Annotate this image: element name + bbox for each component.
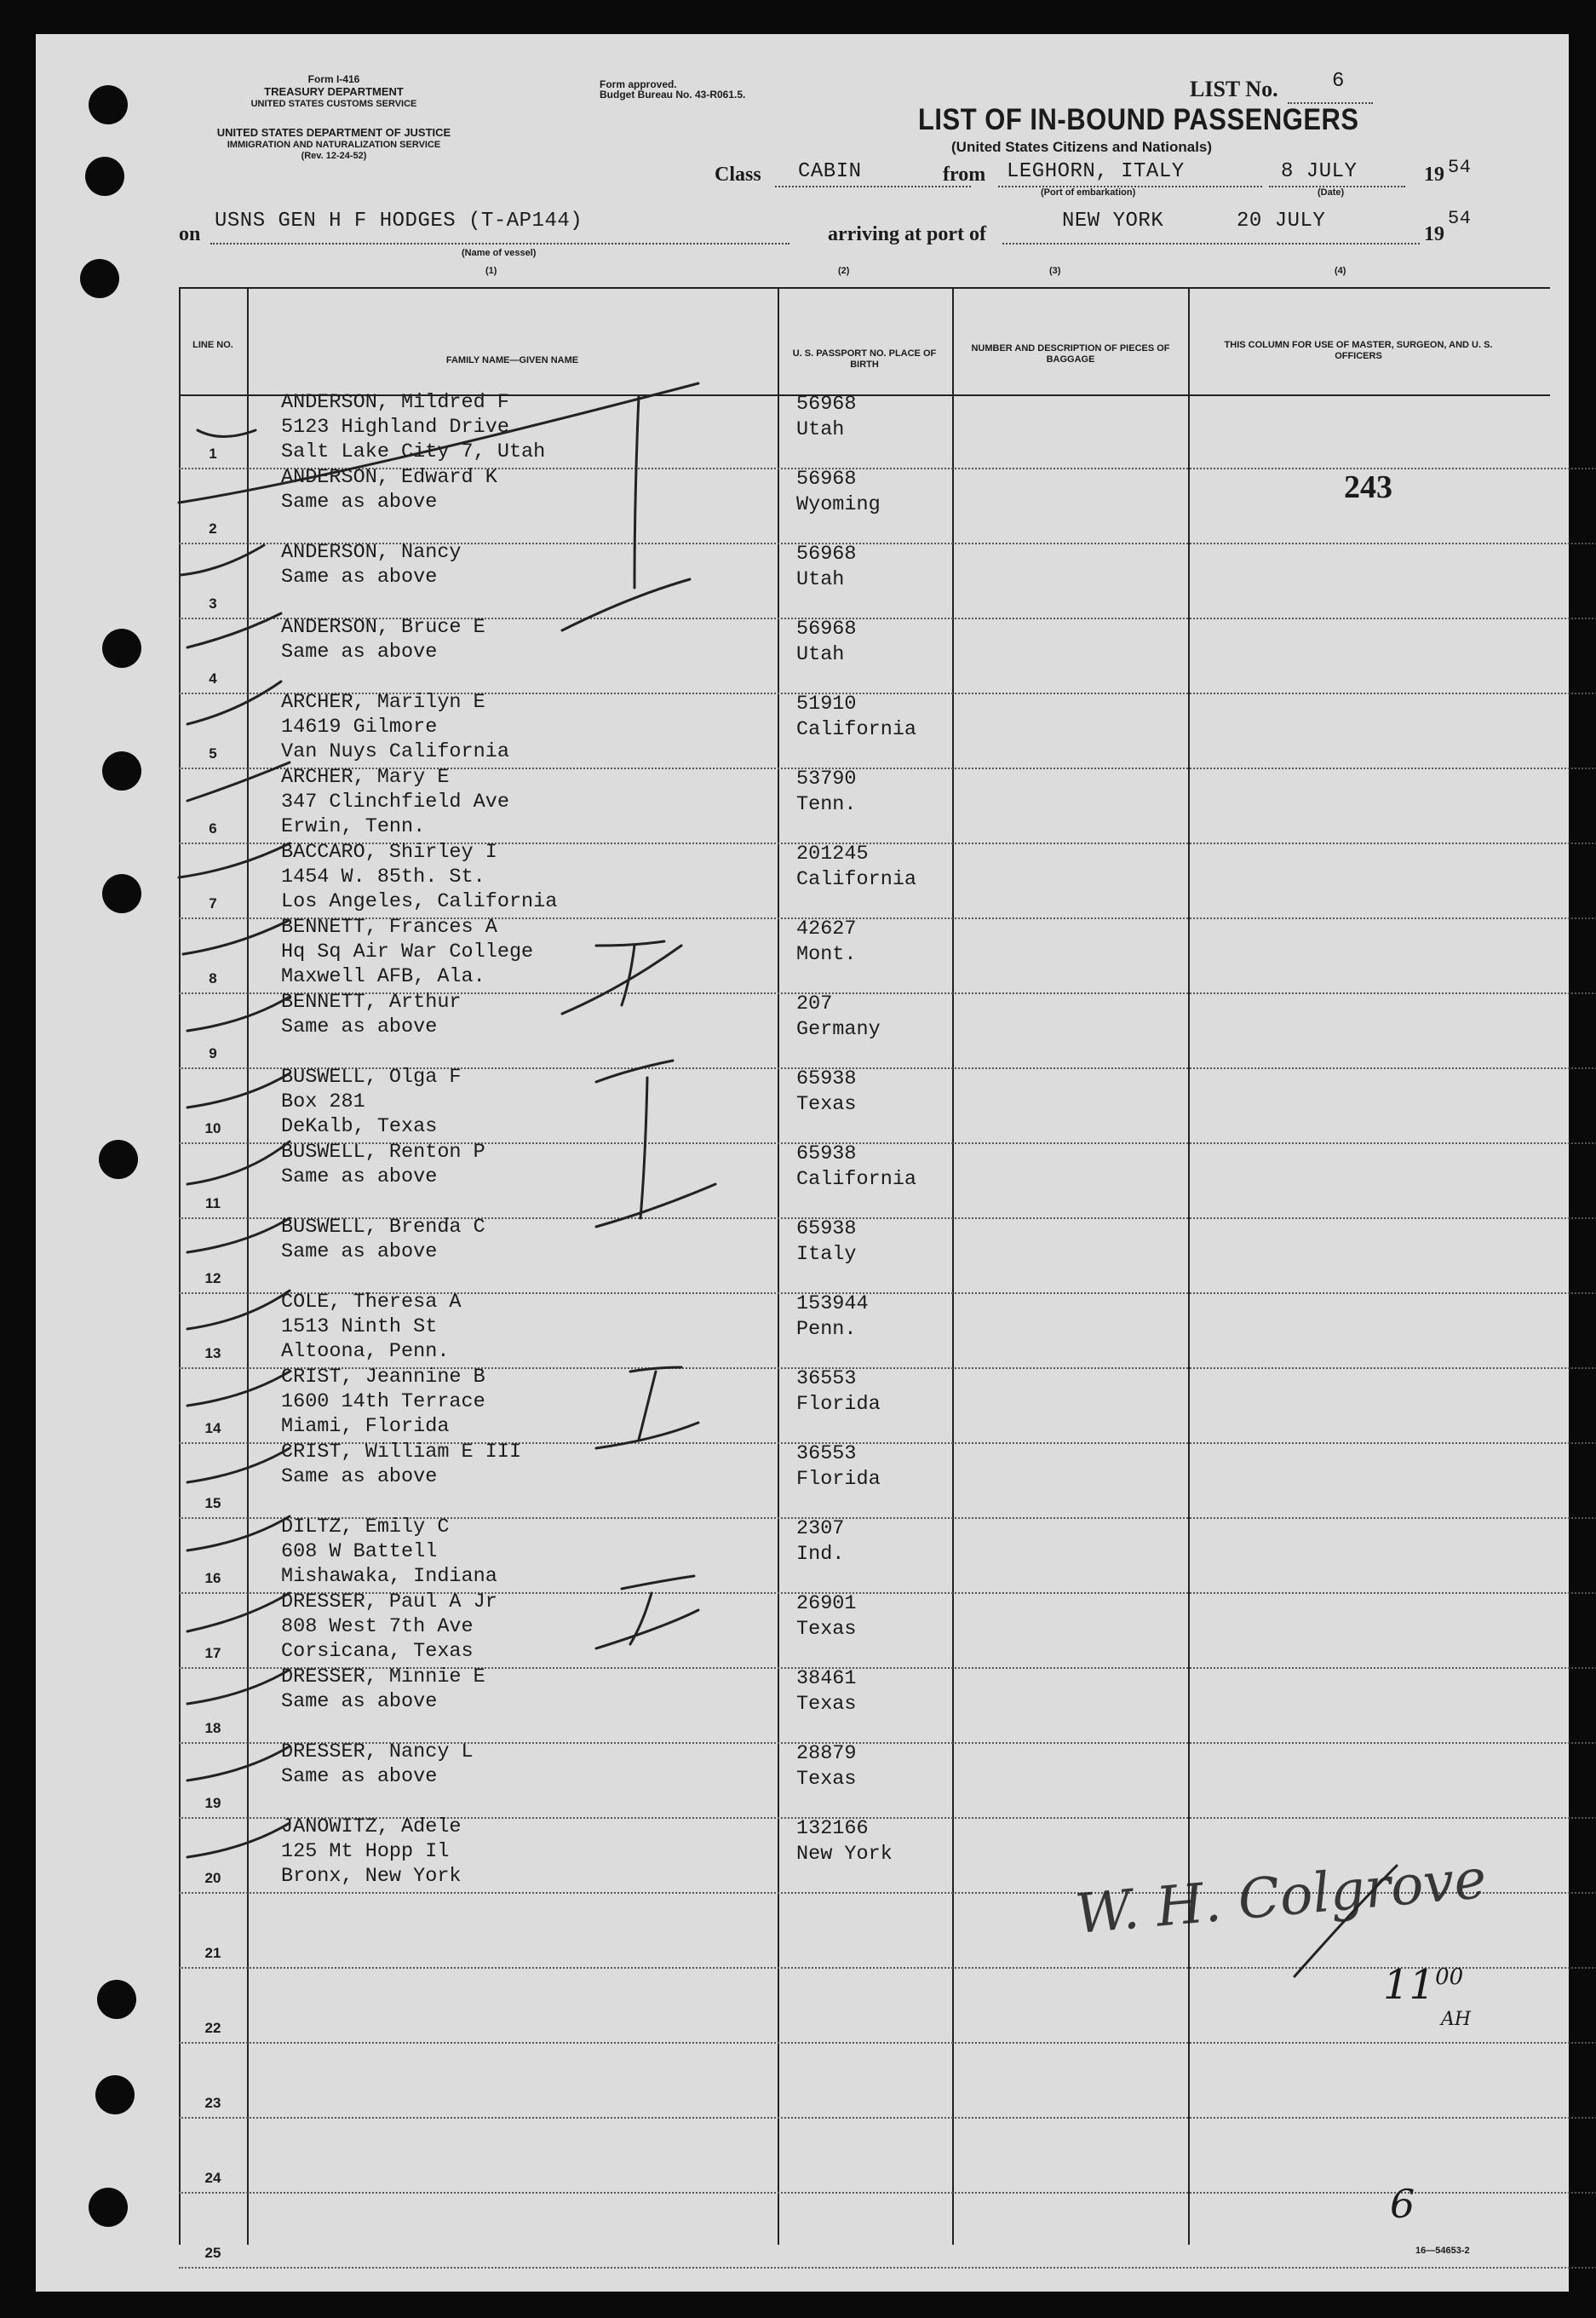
- address-line-2: Van Nuys California: [281, 740, 509, 763]
- print-code: 16—54653-2: [1415, 2246, 1470, 2256]
- on-label: on: [179, 223, 201, 245]
- passport-number: 51910: [796, 693, 857, 716]
- address-line-1: Same as above: [281, 1465, 438, 1488]
- arrival-port: NEW YORK: [1062, 210, 1164, 233]
- row-divider: [179, 2267, 1596, 2269]
- passport-number: 201245: [796, 843, 869, 866]
- address-line-1: Same as above: [281, 1240, 438, 1263]
- passenger-name: BENNETT, Arthur: [281, 991, 462, 1014]
- place-of-birth: Texas: [796, 1768, 857, 1791]
- place-of-birth: Florida: [796, 1468, 881, 1491]
- class-label: Class: [715, 164, 761, 186]
- date-caption: (Date): [1318, 187, 1345, 198]
- address-line-1: Same as above: [281, 1690, 438, 1713]
- address-line-2: Salt Lake City 7, Utah: [281, 440, 546, 463]
- form-approved: Form approved.: [600, 78, 677, 90]
- line-number: 8: [209, 970, 217, 986]
- address-line-1: Hq Sq Air War College: [281, 940, 534, 963]
- officer-signature: W. H. Colgrove: [1072, 1848, 1490, 1947]
- binder-hole: [102, 629, 141, 668]
- list-no-label: LIST No.: [1190, 77, 1278, 101]
- table-row: [179, 766, 1550, 844]
- passenger-name: JANOWITZ, Adele: [281, 1815, 462, 1838]
- port-of-embarkation: LEGHORN, ITALY: [1007, 160, 1185, 183]
- table-row: [179, 1366, 1550, 1444]
- passenger-name: BENNETT, Frances A: [281, 916, 497, 939]
- page-number: 6: [1390, 2181, 1415, 2227]
- header-passport: U. S. PASSPORT NO. PLACE OF BIRTH: [792, 348, 937, 370]
- line-number: 9: [209, 1045, 217, 1061]
- class-value: CABIN: [798, 160, 862, 183]
- place-of-birth: Mont.: [796, 943, 857, 966]
- passenger-name: ARCHER, Marilyn E: [281, 691, 485, 714]
- address-line-1: 1600 14th Terrace: [281, 1390, 485, 1413]
- line-number: 22: [204, 2020, 221, 2036]
- year-prefix: 19: [1424, 164, 1444, 186]
- address-line-2: Bronx, New York: [281, 1865, 462, 1888]
- year2-prefix: 19: [1424, 223, 1444, 245]
- passenger-name: ANDERSON, Mildred F: [281, 391, 509, 414]
- place-of-birth: Florida: [796, 1393, 881, 1416]
- address-line-2: Altoona, Penn.: [281, 1340, 450, 1363]
- place-of-birth: Utah: [796, 418, 845, 441]
- line-number: 18: [204, 1720, 221, 1736]
- line-number: 23: [204, 2095, 221, 2111]
- passenger-name: ANDERSON, Nancy: [281, 541, 462, 564]
- table-row: [179, 1441, 1550, 1519]
- place-of-birth: Penn.: [796, 1318, 857, 1341]
- table-row: [179, 541, 1550, 619]
- address-line-1: Same as above: [281, 641, 438, 664]
- address-line-2: Los Angeles, California: [281, 890, 558, 913]
- passport-number: 38461: [796, 1667, 857, 1690]
- vessel-line: [210, 243, 789, 244]
- passenger-name: ANDERSON, Edward K: [281, 466, 497, 489]
- line-number: 2: [209, 521, 217, 537]
- passenger-name: CRIST, Jeannine B: [281, 1366, 485, 1389]
- line-number: 10: [204, 1120, 221, 1136]
- ins-service: IMMIGRATION AND NATURALIZATION SERVICE: [227, 140, 441, 150]
- table-row: [179, 1590, 1550, 1669]
- budget-bureau-no: Budget Bureau No. 43-R061.5.: [600, 89, 746, 101]
- table-row: [179, 391, 1550, 469]
- passport-number: 36553: [796, 1367, 857, 1390]
- address-line-1: 5123 Highland Drive: [281, 416, 509, 439]
- line-number: 1: [209, 446, 217, 462]
- table-row: [179, 2119, 1550, 2194]
- address-line-2: Erwin, Tenn.: [281, 815, 426, 838]
- line-number: 20: [204, 1870, 221, 1886]
- list-no-value: 6: [1332, 70, 1345, 93]
- table-row: [179, 1291, 1550, 1369]
- binder-hole: [85, 157, 124, 196]
- passport-number: 153944: [796, 1292, 869, 1315]
- arrival-date: 20 JULY: [1237, 210, 1326, 233]
- time-minutes: 00: [1435, 1964, 1464, 1990]
- table-row: [179, 2194, 1550, 2269]
- place-of-birth: Tenn.: [796, 793, 857, 816]
- passenger-name: ANDERSON, Bruce E: [281, 616, 485, 639]
- address-line-2: Corsicana, Texas: [281, 1640, 474, 1663]
- line-number: 15: [204, 1495, 221, 1511]
- passport-number: 26901: [796, 1592, 857, 1615]
- place-of-birth: Texas: [796, 1093, 857, 1116]
- manifest-sheet: [36, 34, 1569, 2292]
- line-number: 25: [204, 2245, 221, 2261]
- col-num-4: (4): [1335, 266, 1346, 276]
- passenger-name: ARCHER, Mary E: [281, 766, 450, 789]
- line-number: 19: [204, 1795, 221, 1811]
- address-line-1: 125 Mt Hopp Il: [281, 1840, 450, 1863]
- col-num-3: (3): [1049, 266, 1061, 276]
- passenger-name: BUSWELL, Renton P: [281, 1141, 485, 1164]
- treasury-dept: TREASURY DEPARTMENT: [264, 85, 404, 98]
- place-of-birth: New York: [796, 1843, 893, 1866]
- line-number: 5: [209, 745, 217, 762]
- passenger-name: BUSWELL, Olga F: [281, 1066, 462, 1089]
- passenger-name: BACCARO, Shirley I: [281, 841, 497, 864]
- passport-number: 53790: [796, 768, 857, 791]
- line-number: 14: [204, 1420, 221, 1436]
- address-line-2: Mishawaka, Indiana: [281, 1565, 497, 1588]
- table-row: [179, 1516, 1550, 1594]
- binder-hole: [102, 874, 141, 913]
- passport-number: 132166: [796, 1817, 869, 1840]
- time-hour: 11: [1383, 1961, 1436, 2009]
- address-line-1: 1513 Ninth St: [281, 1315, 438, 1338]
- binder-hole: [89, 85, 128, 124]
- address-line-2: Maxwell AFB, Ala.: [281, 965, 485, 988]
- table-row: [179, 1969, 1550, 2044]
- line-number: 16: [204, 1570, 221, 1586]
- place-of-birth: Germany: [796, 1018, 881, 1041]
- port-caption: (Port of embarkation): [1041, 187, 1136, 198]
- table-row: [179, 1141, 1550, 1219]
- passport-number: 207: [796, 992, 833, 1015]
- embark-date: 8 JULY: [1281, 160, 1358, 183]
- place-of-birth: Italy: [796, 1243, 857, 1266]
- binder-hole: [80, 259, 119, 298]
- form-number: Form I-416: [307, 73, 360, 85]
- address-line-1: Same as above: [281, 1015, 438, 1038]
- header-baggage: NUMBER AND DESCRIPTION OF PIECES OF BAGGAGE: [971, 343, 1170, 365]
- passport-number: 42627: [796, 917, 857, 940]
- col-num-1: (1): [485, 266, 497, 276]
- binder-hole: [99, 1140, 138, 1179]
- passenger-name: DRESSER, Paul A Jr: [281, 1590, 497, 1613]
- binder-hole: [97, 1980, 136, 2019]
- passport-number: 56968: [796, 393, 857, 416]
- line-number: 24: [204, 2170, 221, 2186]
- line-number: 21: [204, 1945, 221, 1961]
- table-row: [179, 2044, 1550, 2119]
- line-number: 4: [209, 670, 217, 687]
- place-of-birth: Utah: [796, 568, 845, 591]
- place-of-birth: Texas: [796, 1693, 857, 1716]
- place-of-birth: Utah: [796, 643, 845, 666]
- passport-number: 56968: [796, 468, 857, 491]
- address-line-1: 608 W Battell: [281, 1540, 438, 1563]
- place-of-birth: California: [796, 868, 917, 891]
- place-of-birth: California: [796, 718, 917, 741]
- passenger-name: COLE, Theresa A: [281, 1291, 462, 1314]
- passport-number: 28879: [796, 1742, 857, 1765]
- vessel-caption: (Name of vessel): [462, 248, 537, 258]
- address-line-1: 1454 W. 85th. St.: [281, 866, 485, 889]
- passport-number: 65938: [796, 1067, 857, 1090]
- place-of-birth: Wyoming: [796, 493, 881, 516]
- passenger-name: DILTZ, Emily C: [281, 1516, 450, 1539]
- binder-hole: [95, 2075, 135, 2114]
- table-row: [179, 841, 1550, 919]
- passenger-name: BUSWELL, Brenda C: [281, 1216, 485, 1239]
- address-line-1: Same as above: [281, 491, 438, 514]
- table-row: [179, 1740, 1550, 1819]
- place-of-birth: California: [796, 1168, 917, 1191]
- table-row: [179, 691, 1550, 769]
- year-value: 54: [1448, 157, 1472, 178]
- time-suffix: AH: [1441, 2009, 1472, 2030]
- line-number: 13: [204, 1345, 221, 1361]
- col-num-2: (2): [838, 266, 850, 276]
- page-title: LIST OF IN-BOUND PASSENGERS: [918, 102, 1359, 137]
- address-line-1: Same as above: [281, 566, 438, 589]
- page-subtitle: (United States Citizens and Nationals): [951, 139, 1213, 155]
- customs-service: UNITED STATES CUSTOMS SERVICE: [250, 99, 417, 109]
- arriving-label: arriving at port of: [828, 223, 986, 245]
- address-line-1: Same as above: [281, 1765, 438, 1788]
- passenger-name: DRESSER, Minnie E: [281, 1665, 485, 1688]
- place-of-birth: Ind.: [796, 1543, 845, 1566]
- year2-value: 54: [1448, 208, 1472, 229]
- time-note: [1383, 1961, 1463, 2009]
- revision-date: (Rev. 12-24-52): [301, 151, 367, 161]
- address-line-2: DeKalb, Texas: [281, 1115, 438, 1138]
- passport-number: 56968: [796, 543, 857, 566]
- binder-hole: [102, 751, 141, 791]
- passenger-name: CRIST, William E III: [281, 1441, 522, 1464]
- passenger-name: DRESSER, Nancy L: [281, 1740, 474, 1763]
- count-stamp: 243: [1344, 469, 1392, 505]
- table-row: [179, 616, 1550, 694]
- passport-number: 65938: [796, 1142, 857, 1165]
- address-line-1: 347 Clinchfield Ave: [281, 791, 509, 814]
- address-line-1: Same as above: [281, 1165, 438, 1188]
- passport-number: 65938: [796, 1217, 857, 1240]
- class-line: [775, 186, 971, 187]
- address-line-1: 14619 Gilmore: [281, 716, 438, 739]
- header-name: FAMILY NAME—GIVEN NAME: [445, 355, 579, 365]
- address-line-1: Box 281: [281, 1090, 365, 1113]
- passport-number: 2307: [796, 1517, 845, 1540]
- passport-number: 36553: [796, 1442, 857, 1465]
- line-number: 12: [204, 1270, 221, 1286]
- arrival-line: [1002, 243, 1420, 244]
- header-line-no: LINE NO.: [192, 340, 233, 350]
- place-of-birth: Texas: [796, 1618, 857, 1641]
- vessel-name: USNS GEN H F HODGES (T-AP144): [215, 210, 583, 233]
- line-number: 17: [204, 1645, 221, 1661]
- address-line-1: 808 West 7th Ave: [281, 1615, 474, 1638]
- table-row: [179, 1066, 1550, 1144]
- passport-number: 56968: [796, 618, 857, 641]
- line-number: 11: [205, 1195, 221, 1211]
- table-row: [179, 1216, 1550, 1294]
- line-number: 3: [209, 595, 217, 612]
- binder-hole: [89, 2188, 128, 2227]
- table-row: [179, 916, 1550, 994]
- justice-dept: UNITED STATES DEPARTMENT OF JUSTICE: [216, 126, 451, 139]
- line-number: 6: [209, 820, 217, 837]
- line-number: 7: [209, 895, 217, 912]
- table-row: [179, 1665, 1550, 1744]
- header-officers: THIS COLUMN FOR USE OF MASTER, SURGEON, AND U. S. OFFICERS: [1224, 340, 1493, 361]
- table-row: [179, 991, 1550, 1069]
- from-label: from: [943, 164, 986, 186]
- address-line-2: Miami, Florida: [281, 1415, 450, 1438]
